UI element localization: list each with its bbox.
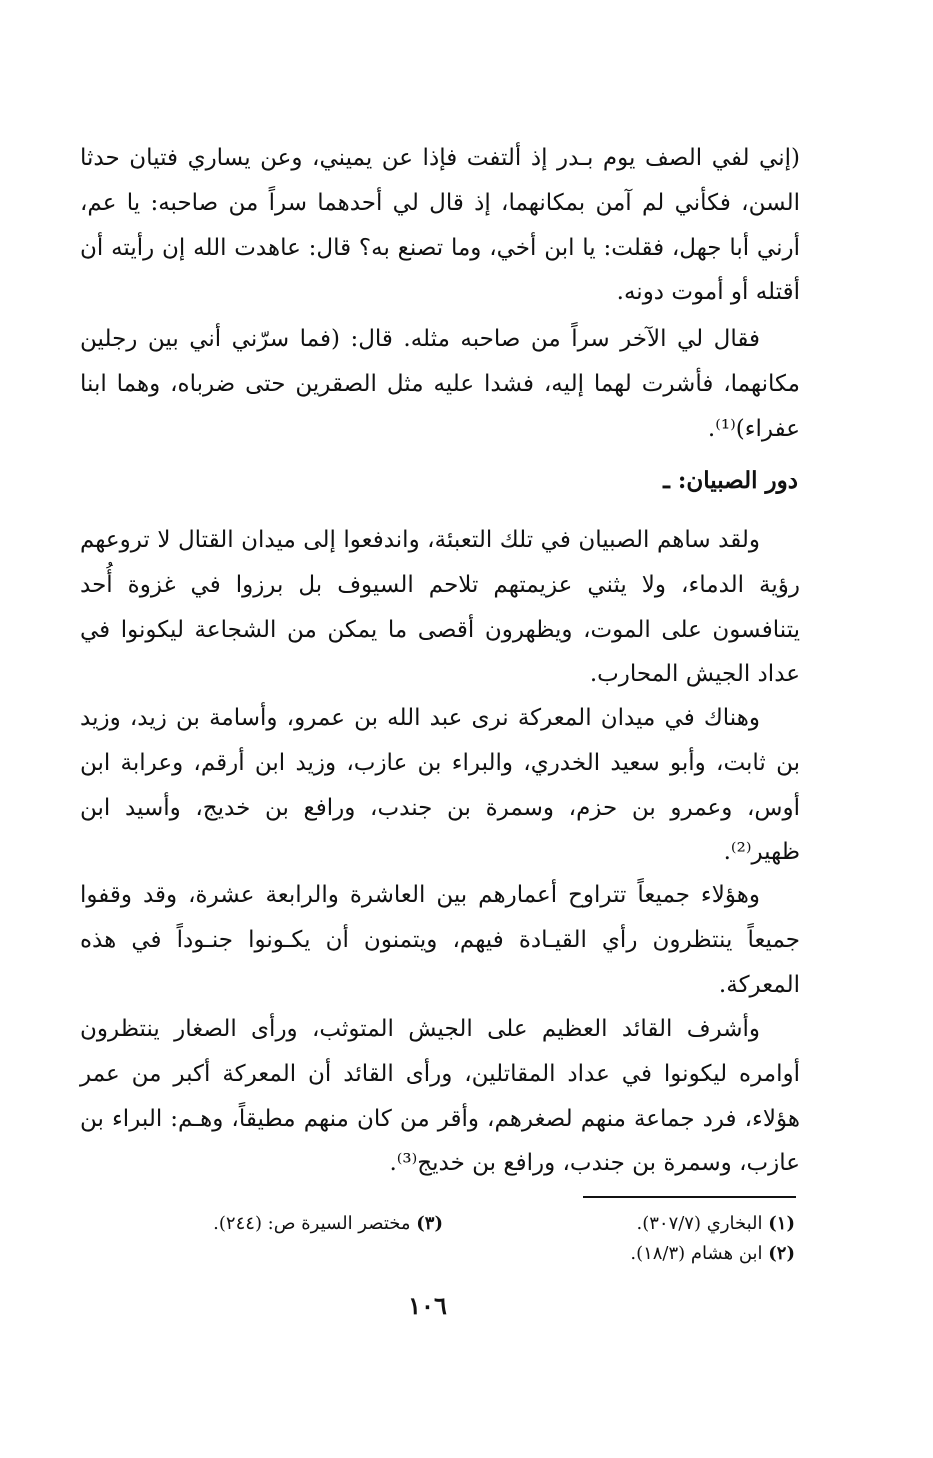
footnote-3-text: مختصر السيرة ص: (٢٤٤).	[213, 1213, 411, 1234]
footnote-1-text: البخاري (٣٠٧/٧).	[636, 1213, 763, 1234]
footnote-2	[630, 1239, 795, 1269]
section-heading: دور الصبيان: ـ	[663, 467, 798, 494]
footnote-1-number: (١)	[768, 1213, 795, 1234]
paragraph-5: وهؤلاء جميعاً تتراوح أعمارهم بين العاشرة والرابعة عشرة، وقد وقفوا جميعاً ينتظرون رأي القيـادة فيهم، ويتمنون أن يكـونوا جنـوداً في هذه المعركة.	[80, 882, 800, 998]
paragraph-6: وأشرف القائد العظيم على الجيش المتوثب، ورأى الصغار ينتظرون أوامره ليكونوا في عداد المقاتلين، ورأى القائد أن المعركة أكبر من عمر هؤلاء، فرد جماعة منهم لصغرهم، وأقر من كان منهم مطيقاً، وهـم: البراء بن عازب، وسمرة بن جندب، ورافع بن خديج⁽³⁾.	[80, 1016, 800, 1177]
paragraph-3: ولقد ساهم الصبيان في تلك التعبئة، واندفعوا إلى ميدان القتال لا تروعهم رؤية الدماء، ولا يثني عزيمتهم تلاحم السيوف بل برزوا في غزوة أُحد يتنافسون على الموت، ويظهرون أقصى ما يمكن من الشجاعة ليكونوا في عداد الجيش المحارب.	[80, 527, 800, 688]
footnote-1	[636, 1209, 795, 1239]
paragraph-2: فقال لي الآخر سراً من صاحبه مثله. قال: (فما سرّني أني بين رجلين مكانهما، فأشرت لهما إليه، فشدا عليه مثل الصقرين حتى ضرباه، وهما ابنا عفراء)⁽¹⁾.	[80, 326, 800, 442]
footnote-3	[213, 1209, 443, 1239]
footnote-2-number: (٢)	[768, 1243, 795, 1264]
paragraph-1: (إني لفي الصف يوم بـدر إذ ألتفت فإذا عن يميني، وعن يساري فتيان حدثا السن، فكأني لم آمن بمكانهما، إذ قال لي أحدهما سراً من صاحبه: يا عم، أرني أبا جهل، فقلت: يا ابن أخي، وما تصنع به؟ قال: عاهدت الله إن رأيته أن أقتله أو أموت دونه.	[80, 145, 800, 306]
footnote-2-text: ابن هشام (١٨/٣).	[630, 1243, 763, 1264]
page-number: ١٠٦	[408, 1291, 447, 1320]
footnote-3-number: (٣)	[416, 1213, 443, 1234]
paragraph-4: وهناك في ميدان المعركة نرى عبد الله بن عمرو، وأسامة بن زيد، وزيد بن ثابت، وأبو سعيد الخدري، والبراء بن عازب، وزيد ابن أرقم، وعرابة ابن أوس، وعمرو بن حزم، وسمرة بن جندب، ورافع بن خديج، وأسيد ابن ظهير⁽²⁾.	[80, 705, 800, 866]
footnote-divider	[583, 1196, 796, 1198]
